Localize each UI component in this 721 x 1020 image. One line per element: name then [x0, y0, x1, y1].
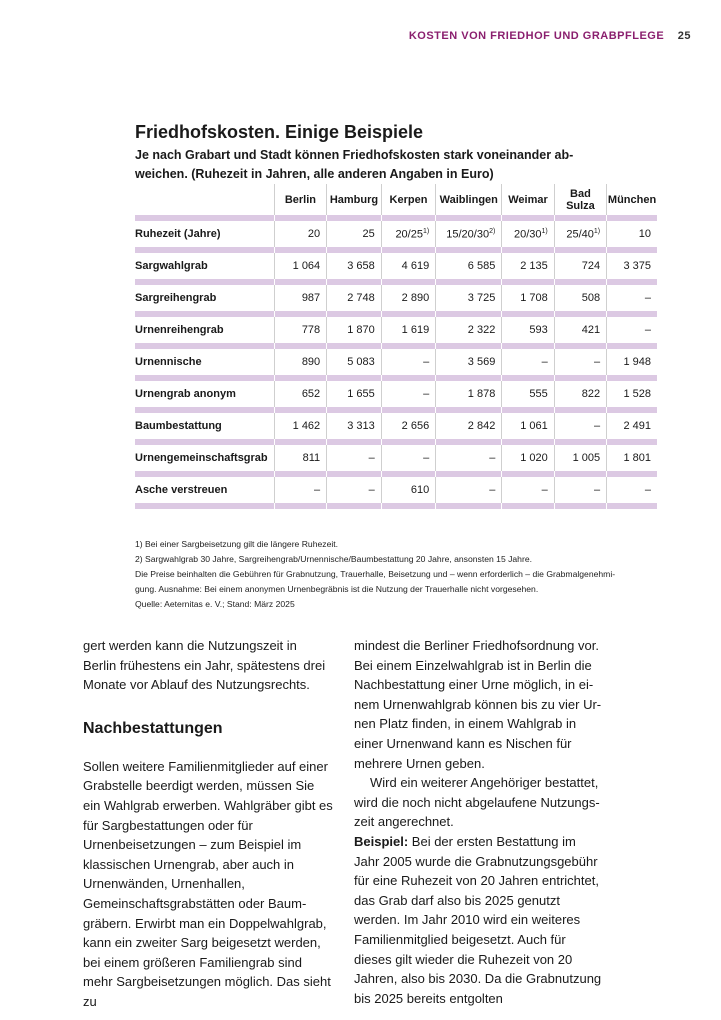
- table-row: [135, 381, 657, 407]
- column-header: München: [607, 184, 657, 215]
- cell-value: 1 020: [520, 452, 548, 464]
- table-cell: [381, 349, 435, 375]
- table-cell: [274, 381, 327, 407]
- table-cell: [607, 349, 657, 375]
- cell-value: 555: [529, 388, 548, 400]
- cell-value: 1 005: [572, 452, 601, 464]
- table-cell: [274, 253, 327, 279]
- table-cell: [436, 381, 502, 407]
- row-label: Urnengrab anonym: [135, 388, 236, 400]
- cell-value: 20/30: [513, 228, 542, 241]
- table-cell: [436, 477, 502, 503]
- table-cell: [502, 221, 554, 247]
- table-cell: [502, 477, 554, 503]
- table-row: [135, 349, 657, 375]
- cell-value: 1 948: [623, 356, 651, 368]
- cell-value: 1 708: [520, 292, 548, 304]
- cell-value: 15/20/30: [446, 228, 490, 241]
- cell-value: 508: [581, 292, 601, 304]
- column-header: Berlin: [274, 184, 327, 215]
- column-header: Kerpen: [381, 184, 435, 215]
- table-cell: [274, 445, 327, 471]
- table-cell: [554, 221, 606, 247]
- table-cell: [327, 381, 382, 407]
- table-cell: [554, 349, 606, 375]
- table-cell: [607, 253, 657, 279]
- cell-value: 25: [362, 228, 375, 240]
- table-cell: [607, 413, 657, 439]
- paragraph: Wird ein weiterer Angehöriger bestattet, wird die noch nicht abgelaufene Nutzungszeit angerechnet.: [354, 775, 600, 830]
- header-blank-cell: [135, 184, 274, 215]
- cell-value: 1 870: [347, 324, 375, 336]
- cell-value: 610: [410, 484, 430, 496]
- table-cell: [327, 285, 382, 311]
- row-label: Urnengemeinschaftsgrab: [135, 452, 268, 464]
- table-row: [135, 253, 657, 279]
- table-cell: [381, 477, 435, 503]
- divider-cell: [274, 503, 327, 509]
- cell-value: –: [368, 484, 375, 496]
- table-cell: [607, 381, 657, 407]
- cell-value: 1 528: [623, 388, 651, 400]
- cell-value: 20/25: [395, 228, 423, 241]
- table-cell: [274, 413, 327, 439]
- page-number: 25: [677, 30, 691, 42]
- note-text: Die Preise beinhalten die Gebühren für Grabnutzung, Trauerhalle, Beisetzung und – wenn erforderlich – die Grabmalgenehmi-: [135, 569, 616, 579]
- table-cell: [554, 317, 606, 343]
- cell-value: –: [314, 484, 321, 496]
- footnote-marker: 1): [593, 227, 601, 235]
- column-header: Weimar: [502, 184, 554, 215]
- table-subtitle-line: weichen. (Ruhezeit in Jahren, alle anderen Angaben in Euro): [135, 167, 494, 181]
- table-title: Friedhofskosten. Einige Beispiele: [135, 122, 424, 142]
- table-cell: [436, 413, 502, 439]
- cell-value: 593: [529, 324, 548, 336]
- table-cell: [327, 317, 382, 343]
- table-cell: [274, 317, 327, 343]
- cell-value: 4 619: [401, 260, 430, 272]
- table-cell: [381, 221, 435, 247]
- text-column-left: [83, 636, 333, 1012]
- cost-table: [135, 184, 657, 509]
- row-divider: [135, 503, 657, 509]
- footnote: 1) Bei einer Sargbeisetzung gilt die längere Ruhezeit.: [135, 539, 339, 549]
- row-label: Urnennische: [135, 356, 202, 368]
- cell-value: –: [489, 452, 496, 464]
- table-notes: [135, 537, 635, 612]
- divider-cell: [381, 503, 435, 509]
- cell-value: 1 655: [347, 388, 375, 400]
- running-header: [409, 30, 691, 42]
- table-cell: [381, 317, 435, 343]
- table-cell: [607, 477, 657, 503]
- cell-value: 811: [302, 452, 321, 464]
- cell-value: 987: [301, 292, 321, 304]
- row-label: Sargwahlgrab: [135, 260, 208, 272]
- table-cell: [502, 413, 554, 439]
- cell-value: 1 878: [467, 388, 496, 400]
- cell-value: 890: [301, 356, 321, 368]
- table-cell: [274, 285, 327, 311]
- table-cell: [381, 253, 435, 279]
- table-cell: [554, 413, 606, 439]
- table-cell: [274, 221, 327, 247]
- divider-cell: [135, 503, 274, 509]
- row-label: Asche verstreuen: [135, 484, 228, 496]
- table-cell: [554, 253, 606, 279]
- table-cell: [327, 477, 382, 503]
- table-subtitle-line: Je nach Grabart und Stadt können Friedhofskosten stark voneinander ab-: [135, 148, 574, 162]
- table-cell: [381, 381, 435, 407]
- table-row: [135, 477, 657, 503]
- table-cell: [502, 253, 554, 279]
- cell-value: 20: [307, 228, 321, 240]
- table-cell: [502, 285, 554, 311]
- cell-value: 421: [581, 324, 601, 336]
- footnote: 2) Sargwahlgrab 30 Jahre, Sargreihengrab/Urnennische/Baumbestattung 20 Jahre, ansonsten 15 Jahre.: [135, 554, 532, 564]
- table-cell: [327, 413, 382, 439]
- table-cell: [554, 285, 606, 311]
- cell-value: 3 313: [347, 420, 375, 432]
- section-heading: Nachbestattungen: [83, 719, 223, 737]
- paragraph: gert werden kann die Nutzungszeit in Berlin frühestens ein Jahr, spätestens drei Monate vor Ablauf des Nutzungsrechts.: [83, 638, 326, 693]
- cell-value: –: [423, 356, 430, 368]
- cell-value: 1 462: [292, 420, 321, 432]
- table-cell: [436, 253, 502, 279]
- table-cell: [327, 253, 382, 279]
- cell-value: –: [594, 356, 601, 368]
- table-cell: [327, 445, 382, 471]
- footnote-marker: 1): [422, 227, 430, 235]
- table-cell: [381, 285, 435, 311]
- cell-value: 2 135: [520, 260, 548, 272]
- example-text: Bei der ersten Bestattung im Jahr 2005 wurde die Grabnutzungsgebühr für eine Ruhezeit von 20 Jahren entrichtet, das Grab darf also bis 2025 genutzt werden. Im Jahr 2010 wird ein weiteres Familienmitglied beigesetzt. Auch für dieses gilt wieder die Ruhezeit von 20 Jahren, also bis 2030. Da die Grabnutzung bis 2025 bereits entgolten: [354, 833, 602, 1006]
- source-line: Quelle: Aeternitas e. V.; Stand: März 2025: [135, 599, 295, 609]
- table-cell: [502, 349, 554, 375]
- cell-value: 652: [301, 388, 321, 400]
- table-cell: [436, 349, 502, 375]
- cell-value: –: [644, 484, 651, 496]
- column-header: Bad Sulza: [554, 184, 606, 215]
- table-cell: [607, 285, 657, 311]
- cell-value: 724: [581, 260, 601, 272]
- table-row: [135, 445, 657, 471]
- cell-value: 1 801: [623, 452, 651, 464]
- table-row: [135, 413, 657, 439]
- table-cell: [502, 317, 554, 343]
- table-cell: [607, 317, 657, 343]
- table-cell: [554, 381, 606, 407]
- cell-value: 3 569: [467, 356, 496, 368]
- paragraph: mindest die Berliner Friedhofsordnung vor. Bei einem Einzelwahlgrab ist in Berlin die Nachbestattung einer Urne möglich, in einem Urnenwahlgrab können bis zu vier Urnen Platz finden, in einem Wahlgrab in einer Urnenwand kann es Nischen für mehrere Urnen geben.: [354, 638, 602, 771]
- row-label: Urnenreihengrab: [135, 324, 224, 336]
- table-cell: [554, 445, 606, 471]
- example-label: Beispiel:: [354, 833, 409, 849]
- cell-value: 2 656: [401, 420, 430, 432]
- table-cell: [436, 445, 502, 471]
- table-cell: [502, 445, 554, 471]
- table-header-row: [135, 184, 657, 215]
- table-cell: [327, 221, 382, 247]
- table-cell: [274, 349, 327, 375]
- table-cell: [502, 381, 554, 407]
- table-cell: [381, 445, 435, 471]
- cell-value: –: [594, 484, 601, 496]
- cell-value: 3 725: [467, 292, 496, 304]
- table-row: [135, 317, 657, 343]
- cell-value: 2 842: [467, 420, 496, 432]
- cell-value: 3 375: [623, 260, 651, 272]
- table-cell: [327, 349, 382, 375]
- cell-value: 2 322: [467, 324, 496, 336]
- cell-value: –: [644, 324, 651, 336]
- cell-value: 1 619: [401, 324, 430, 336]
- divider-cell: [436, 503, 502, 509]
- table-row: [135, 285, 657, 311]
- footnote-marker: 1): [541, 227, 548, 235]
- cell-value: 10: [638, 228, 651, 240]
- cell-value: 3 658: [347, 260, 375, 272]
- section-title: KOSTEN VON FRIEDHOF UND GRABPFLEGE: [408, 30, 665, 42]
- cell-value: 5 083: [347, 356, 375, 368]
- cell-value: 6 585: [467, 260, 496, 272]
- table-cell: [607, 221, 657, 247]
- cell-value: –: [368, 452, 375, 464]
- cell-value: 2 491: [623, 420, 651, 432]
- cell-value: 778: [301, 324, 321, 336]
- row-label: Sargreihengrab: [135, 292, 217, 304]
- cell-value: 25/40: [566, 228, 594, 241]
- cell-value: –: [489, 484, 496, 496]
- column-header: Hamburg: [327, 184, 382, 215]
- note-text: gung. Ausnahme: Bei einem anonymen Urnenbegräbnis ist die Nutzung der Trauerhalle nicht vorgesehen.: [135, 584, 539, 594]
- cell-value: 1 064: [292, 260, 321, 272]
- text-column-right: [354, 636, 604, 1008]
- table-row: [135, 221, 657, 247]
- table-cell: [436, 285, 502, 311]
- cell-value: –: [423, 388, 430, 400]
- paragraph: [354, 832, 604, 1008]
- cell-value: –: [541, 356, 548, 368]
- cell-value: 2 748: [347, 292, 375, 304]
- table-cell: [274, 477, 327, 503]
- table-subtitle: [135, 146, 585, 184]
- cell-value: 2 890: [401, 292, 430, 304]
- divider-cell: [327, 503, 382, 509]
- cell-value: –: [541, 484, 548, 496]
- table-cell: [554, 477, 606, 503]
- cell-value: 822: [581, 388, 601, 400]
- paragraph: Sollen weitere Familienmitglieder auf einer Grabstelle beerdigt werden, müssen Sie ein Wahlgrab erwerben. Wahlgräber gibt es für Sargbestattungen oder für Urnenbeisetzungen – zum Beispiel im klassischen Urnengrab, aber auch in Urnenwänden, Urnenhallen, Gemeinschaftsgrabstätten oder Baumgräbern. Erwirbt man ein Doppelwahlgrab, kann ein zweiter Sarg beigesetzt werden, bei einem größeren Familiengrab sind mehr Sargbeisetzungen möglich. Das sieht zu: [83, 758, 333, 1009]
- table-cell: [607, 445, 657, 471]
- row-label: Ruhezeit (Jahre): [135, 228, 221, 240]
- cell-value: –: [594, 420, 601, 432]
- table-cell: [436, 317, 502, 343]
- divider-cell: [607, 503, 657, 509]
- divider-cell: [502, 503, 554, 509]
- row-label: Baumbestattung: [135, 420, 222, 432]
- table-cell: [436, 221, 502, 247]
- cell-value: –: [423, 452, 430, 464]
- divider-cell: [554, 503, 606, 509]
- footnote-marker: 2): [489, 227, 496, 235]
- cell-value: 1 061: [520, 420, 548, 432]
- table-cell: [381, 413, 435, 439]
- column-header: Waiblingen: [436, 184, 502, 215]
- cell-value: –: [644, 292, 651, 304]
